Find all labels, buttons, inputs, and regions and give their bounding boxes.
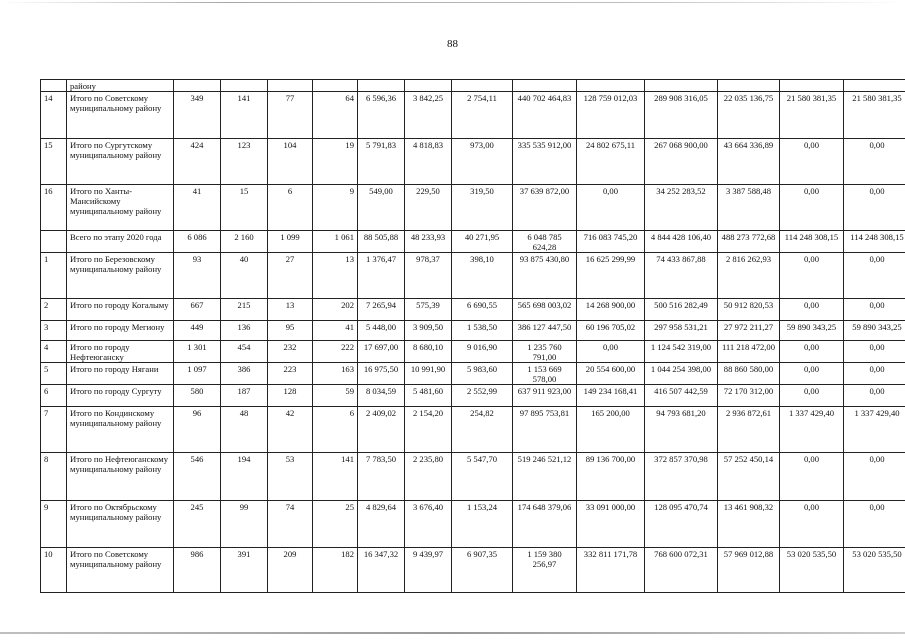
value-cell-c2: 386 [221,363,268,385]
value-cell-c11: 43 664 336,89 [718,139,780,185]
value-cell-c2: 141 [221,92,268,139]
value-cell-c11: 57 252 450,14 [718,453,780,501]
value-cell-c9: 16 625 299,99 [577,253,645,299]
value-cell-c12: 0,00 [780,385,844,407]
value-cell-c8: 93 875 430,80 [513,253,577,299]
table-row [41,341,905,363]
value-cell-c3: 13 [268,299,313,321]
value-cell-c11: 2 936 872,61 [718,407,780,453]
row-index-cell: 10 [41,548,67,593]
report-table-body [41,80,905,593]
value-cell-c9: 0,00 [577,185,645,231]
row-name-cell: Итого по Березовскому муниципальному району [67,253,174,299]
value-cell-c1: 1 301 [174,341,221,363]
value-cell-c10: 500 516 282,49 [645,299,718,321]
value-cell-c2: 15 [221,185,268,231]
value-cell-c10: 267 068 900,00 [645,139,718,185]
value-cell-c1: 41 [174,185,221,231]
table-row [41,299,905,321]
value-cell-c1: 96 [174,407,221,453]
value-cell-c8: 37 639 872,00 [513,185,577,231]
value-cell-c13: 21 580 381,35 [844,92,905,139]
value-cell-c13: 0,00 [844,253,905,299]
value-cell-c5: 7 265,94 [358,299,405,321]
report-table [40,79,905,593]
value-cell-c9: 149 234 168,41 [577,385,645,407]
value-cell-c11: 488 273 772,68 [718,231,780,253]
value-cell-c11: 3 387 588,48 [718,185,780,231]
table-row [41,501,905,548]
table-row [41,548,905,593]
value-cell-c7: 254,82 [452,407,513,453]
value-cell-c7: 319,50 [452,185,513,231]
value-cell-c8: 440 702 464,83 [513,92,577,139]
value-cell-c7: 9 016,90 [452,341,513,363]
value-cell-c12: 0,00 [780,453,844,501]
value-cell-c7: 6 690,55 [452,299,513,321]
row-name-cell: Итого по городу Сургуту [67,385,174,407]
value-cell-c12: 1 337 429,40 [780,407,844,453]
value-cell-c13: 53 020 535,50 [844,548,905,593]
value-cell-c7: 5 983,60 [452,363,513,385]
value-cell-c6: 2 154,20 [405,407,452,453]
value-cell-c8: 1 159 380 256,97 [513,548,577,593]
value-cell-c5: 16 975,50 [358,363,405,385]
value-cell-c4: 41 [313,321,358,341]
row-name-cell: Итого по Советскому муниципальному району [67,92,174,139]
value-cell-c5: 549,00 [358,185,405,231]
value-cell-c2: 99 [221,501,268,548]
value-cell-c13: 0,00 [844,501,905,548]
row-name-cell: Итого по Сургутскому муниципальному району [67,139,174,185]
value-cell-c4: 64 [313,92,358,139]
value-cell-c4: 222 [313,341,358,363]
value-cell-c7: 2 552,99 [452,385,513,407]
value-cell-c6: 3 909,50 [405,321,452,341]
value-cell-c2: 2 160 [221,231,268,253]
value-cell-c6: 10 991,90 [405,363,452,385]
value-cell-c12: 59 890 343,25 [780,321,844,341]
value-cell-c3: 128 [268,385,313,407]
value-cell-c6: 2 235,80 [405,453,452,501]
value-cell-c5: 8 034,59 [358,385,405,407]
table-row-continued [41,80,905,92]
row-name-cell: Итого по городу Нефтеюганску [67,341,174,363]
row-index-cell [41,80,67,92]
value-cell-c7: 1 538,50 [452,321,513,341]
table-row [41,385,905,407]
value-cell-c5: 6 596,36 [358,92,405,139]
value-cell-c1: 580 [174,385,221,407]
value-cell-c13: 0,00 [844,185,905,231]
row-index-cell: 9 [41,501,67,548]
value-cell-c10: 416 507 442,59 [645,385,718,407]
value-cell-c6: 5 481,60 [405,385,452,407]
value-cell-c8: 519 246 521,12 [513,453,577,501]
row-name-cell: Итого по Кондинскому муниципальному району [67,407,174,453]
value-cell-c6: 3 676,40 [405,501,452,548]
value-cell-c7: 5 547,70 [452,453,513,501]
value-cell-c7: 398,10 [452,253,513,299]
value-cell-c9: 0,00 [577,341,645,363]
value-cell-c6: 8 680,10 [405,341,452,363]
value-cell-c8: 1 153 669 578,00 [513,363,577,385]
value-cell-c6: 978,37 [405,253,452,299]
value-cell-c3: 95 [268,321,313,341]
value-cell-c7: 2 754,11 [452,92,513,139]
value-cell-c8: 335 535 912,00 [513,139,577,185]
value-cell-c9: 716 083 745,20 [577,231,645,253]
value-cell-c9: 128 759 012,03 [577,92,645,139]
value-cell-c6: 3 842,25 [405,92,452,139]
value-cell-c6: 4 818,83 [405,139,452,185]
value-cell-c10: 1 044 254 398,00 [645,363,718,385]
value-cell-c4: 25 [313,501,358,548]
value-cell-c12: 0,00 [780,299,844,321]
table-row [41,231,905,253]
row-name-cell: Итого по городу Когалыму [67,299,174,321]
value-cell-c10: 297 958 531,21 [645,321,718,341]
row-name-cell: Итого по Октябрьскому муниципальному району [67,501,174,548]
value-cell-c1: 424 [174,139,221,185]
value-cell-c2: 194 [221,453,268,501]
row-index-cell: 4 [41,341,67,363]
value-cell-c4: 1 061 [313,231,358,253]
value-cell-c3: 53 [268,453,313,501]
value-cell-c12: 0,00 [780,363,844,385]
value-cell-c7: 973,00 [452,139,513,185]
table-row [41,363,905,385]
value-cell-c5: 7 783,50 [358,453,405,501]
value-cell-c11: 57 969 012,88 [718,548,780,593]
value-cell-c8: 1 235 760 791,00 [513,341,577,363]
row-index-cell: 7 [41,407,67,453]
value-cell-c12: 114 248 308,15 [780,231,844,253]
value-cell-c8: 565 698 003,02 [513,299,577,321]
value-cell-c4: 19 [313,139,358,185]
row-name-cell: Итого по Советскому муниципальному району [67,548,174,593]
value-cell-c4: 182 [313,548,358,593]
value-cell-c11: 50 912 820,53 [718,299,780,321]
value-cell-c5: 88 505,88 [358,231,405,253]
value-cell-c12: 0,00 [780,185,844,231]
table-row [41,185,905,231]
value-cell-c13: 0,00 [844,363,905,385]
value-cell-c13: 0,00 [844,385,905,407]
value-cell-c3: 6 [268,185,313,231]
value-cell-c10: 34 252 283,52 [645,185,718,231]
value-cell-c1: 546 [174,453,221,501]
value-cell-c10: 768 600 072,31 [645,548,718,593]
row-name-cell: Всего по этапу 2020 года [67,231,174,253]
value-cell-c11: 13 461 908,32 [718,501,780,548]
table-row [41,92,905,139]
value-cell-c10: 128 095 470,74 [645,501,718,548]
value-cell-c12: 21 580 381,35 [780,92,844,139]
value-cell-c9: 20 554 600,00 [577,363,645,385]
value-cell-c1: 245 [174,501,221,548]
table-row [41,139,905,185]
value-cell-c2: 40 [221,253,268,299]
value-cell-c3: 209 [268,548,313,593]
table-row [41,253,905,299]
value-cell-c6: 9 439,97 [405,548,452,593]
value-cell-c4: 59 [313,385,358,407]
value-cell-c8: 6 048 785 624,28 [513,231,577,253]
value-cell-c2: 136 [221,321,268,341]
value-cell-c10: 1 124 542 319,00 [645,341,718,363]
value-cell-c5: 1 376,47 [358,253,405,299]
value-cell-c13: 59 890 343,25 [844,321,905,341]
value-cell-c10: 372 857 370,98 [645,453,718,501]
value-cell-c5: 17 697,00 [358,341,405,363]
value-cell-c6: 575,39 [405,299,452,321]
value-cell-c2: 215 [221,299,268,321]
row-index-cell [41,231,67,253]
value-cell-c6: 48 233,93 [405,231,452,253]
value-cell-c11: 111 218 472,00 [718,341,780,363]
value-cell-c8: 97 895 753,81 [513,407,577,453]
value-cell-c2: 123 [221,139,268,185]
value-cell-c3: 1 099 [268,231,313,253]
value-cell-c12: 53 020 535,50 [780,548,844,593]
value-cell-c1: 986 [174,548,221,593]
value-cell-c1: 667 [174,299,221,321]
value-cell-c3: 223 [268,363,313,385]
value-cell-c11: 72 170 312,00 [718,385,780,407]
row-name-cell: Итого по Нефтеюганскому муниципальному району [67,453,174,501]
row-index-cell: 1 [41,253,67,299]
value-cell-c1: 449 [174,321,221,341]
value-cell-c10: 4 844 428 106,40 [645,231,718,253]
row-name-cell: Итого по городу Нягани [67,363,174,385]
value-cell-c7: 1 153,24 [452,501,513,548]
value-cell-c1: 349 [174,92,221,139]
value-cell-c2: 48 [221,407,268,453]
value-cell-c12: 0,00 [780,501,844,548]
value-cell-c1: 6 086 [174,231,221,253]
value-cell-c10: 94 793 681,20 [645,407,718,453]
value-cell-c4: 202 [313,299,358,321]
row-name-cell: району [67,80,174,92]
value-cell-c12: 0,00 [780,341,844,363]
scan-edge-top [0,2,905,3]
row-index-cell: 8 [41,453,67,501]
row-index-cell: 5 [41,363,67,385]
value-cell-c5: 16 347,32 [358,548,405,593]
value-cell-c11: 2 816 262,93 [718,253,780,299]
value-cell-c13: 0,00 [844,341,905,363]
value-cell-c5: 5 791,83 [358,139,405,185]
value-cell-c3: 74 [268,501,313,548]
value-cell-c4: 9 [313,185,358,231]
value-cell-c13: 0,00 [844,139,905,185]
value-cell-c7: 6 907,35 [452,548,513,593]
value-cell-c13: 114 248 308,15 [844,231,905,253]
value-cell-c13: 0,00 [844,453,905,501]
table-row [41,407,905,453]
value-cell-c9: 332 811 171,78 [577,548,645,593]
value-cell-c2: 187 [221,385,268,407]
value-cell-c2: 391 [221,548,268,593]
value-cell-c12: 0,00 [780,253,844,299]
row-index-cell: 6 [41,385,67,407]
value-cell-c8: 386 127 447,50 [513,321,577,341]
value-cell-c9: 14 268 900,00 [577,299,645,321]
value-cell-c5: 5 448,00 [358,321,405,341]
value-cell-c4: 6 [313,407,358,453]
row-name-cell: Итого по городу Мегиону [67,321,174,341]
value-cell-c3: 104 [268,139,313,185]
row-index-cell: 2 [41,299,67,321]
row-name-cell: Итого по Ханты-Мансийскому муниципальному району [67,185,174,231]
value-cell-c5: 2 409,02 [358,407,405,453]
value-cell-c4: 163 [313,363,358,385]
value-cell-c3: 77 [268,92,313,139]
table-row [41,453,905,501]
value-cell-c10: 289 908 316,05 [645,92,718,139]
value-cell-c9: 60 196 705,02 [577,321,645,341]
value-cell-c6: 229,50 [405,185,452,231]
value-cell-c1: 93 [174,253,221,299]
value-cell-c8: 174 648 379,06 [513,501,577,548]
value-cell-c10: 74 433 867,88 [645,253,718,299]
value-cell-c5: 4 829,64 [358,501,405,548]
value-cell-c11: 22 035 136,75 [718,92,780,139]
value-cell-c4: 141 [313,453,358,501]
value-cell-c9: 89 136 700,00 [577,453,645,501]
value-cell-c2: 454 [221,341,268,363]
value-cell-c1: 1 097 [174,363,221,385]
value-cell-c9: 165 200,00 [577,407,645,453]
row-index-cell: 16 [41,185,67,231]
row-index-cell: 3 [41,321,67,341]
row-index-cell: 14 [41,92,67,139]
value-cell-c3: 27 [268,253,313,299]
table-row [41,321,905,341]
value-cell-c9: 24 802 675,11 [577,139,645,185]
value-cell-c9: 33 091 000,00 [577,501,645,548]
value-cell-c7: 40 271,95 [452,231,513,253]
value-cell-c3: 232 [268,341,313,363]
scan-edge-bottom [0,632,905,634]
page-number: 88 [447,38,458,50]
value-cell-c13: 1 337 429,40 [844,407,905,453]
value-cell-c3: 42 [268,407,313,453]
value-cell-c12: 0,00 [780,139,844,185]
value-cell-c4: 13 [313,253,358,299]
row-index-cell: 15 [41,139,67,185]
value-cell-c8: 637 911 923,00 [513,385,577,407]
value-cell-c13: 0,00 [844,299,905,321]
value-cell-c11: 88 860 580,00 [718,363,780,385]
value-cell-c11: 27 972 211,27 [718,321,780,341]
